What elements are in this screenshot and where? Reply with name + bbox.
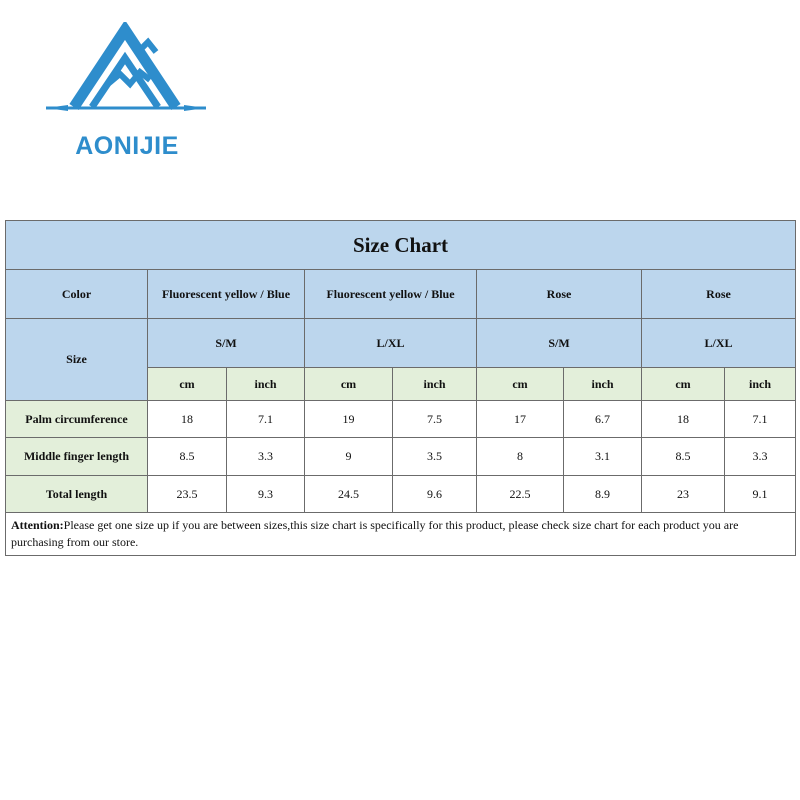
color-header: Fluorescent yellow / Blue xyxy=(305,270,477,319)
size-label: Size xyxy=(6,319,148,401)
table-cell: 6.7 xyxy=(564,401,642,438)
table-cell: 9.6 xyxy=(393,476,477,513)
attention-label: Attention: xyxy=(11,518,64,532)
unit-header: cm xyxy=(642,368,725,401)
table-cell: 8.9 xyxy=(564,476,642,513)
table-cell: 3.5 xyxy=(393,438,477,476)
color-label: Color xyxy=(6,270,148,319)
chart-title: Size Chart xyxy=(6,221,796,270)
size-header: L/XL xyxy=(642,319,796,368)
table-cell: 18 xyxy=(642,401,725,438)
table-cell: 22.5 xyxy=(477,476,564,513)
table-cell: 9.3 xyxy=(227,476,305,513)
table-cell: 8.5 xyxy=(642,438,725,476)
table-cell: 24.5 xyxy=(305,476,393,513)
attention-note xyxy=(6,513,796,556)
unit-header: inch xyxy=(564,368,642,401)
table-cell: 7.1 xyxy=(725,401,796,438)
table-cell: 3.1 xyxy=(564,438,642,476)
table-cell: 7.5 xyxy=(393,401,477,438)
mountain-logo-icon xyxy=(44,22,208,134)
table-cell: 7.1 xyxy=(227,401,305,438)
table-cell: 8 xyxy=(477,438,564,476)
unit-header: inch xyxy=(393,368,477,401)
size-header: S/M xyxy=(477,319,642,368)
color-header: Rose xyxy=(642,270,796,319)
table-cell: 19 xyxy=(305,401,393,438)
table-row xyxy=(6,438,796,476)
unit-header: inch xyxy=(227,368,305,401)
row-label: Palm circumference xyxy=(6,401,148,438)
table-cell: 17 xyxy=(477,401,564,438)
table-cell: 23.5 xyxy=(148,476,227,513)
color-header: Fluorescent yellow / Blue xyxy=(148,270,305,319)
table-cell: 3.3 xyxy=(227,438,305,476)
table-cell: 8.5 xyxy=(148,438,227,476)
table-cell: 9.1 xyxy=(725,476,796,513)
unit-header: inch xyxy=(725,368,796,401)
unit-header: cm xyxy=(477,368,564,401)
unit-header: cm xyxy=(148,368,227,401)
attention-text: Please get one size up if you are between sizes,this size chart is specifically for this product, please check size chart for each product you are purchasing from our store. xyxy=(11,518,739,549)
row-label: Middle finger length xyxy=(6,438,148,476)
table-cell: 9 xyxy=(305,438,393,476)
size-chart-table xyxy=(5,220,796,556)
size-header: L/XL xyxy=(305,319,477,368)
brand-name: AONIJIE xyxy=(75,132,179,160)
table-cell: 3.3 xyxy=(725,438,796,476)
size-header: S/M xyxy=(148,319,305,368)
table-row xyxy=(6,476,796,513)
brand-logo xyxy=(44,22,208,160)
table-cell: 23 xyxy=(642,476,725,513)
table-row xyxy=(6,401,796,438)
unit-header: cm xyxy=(305,368,393,401)
color-header: Rose xyxy=(477,270,642,319)
row-label: Total length xyxy=(6,476,148,513)
table-cell: 18 xyxy=(148,401,227,438)
